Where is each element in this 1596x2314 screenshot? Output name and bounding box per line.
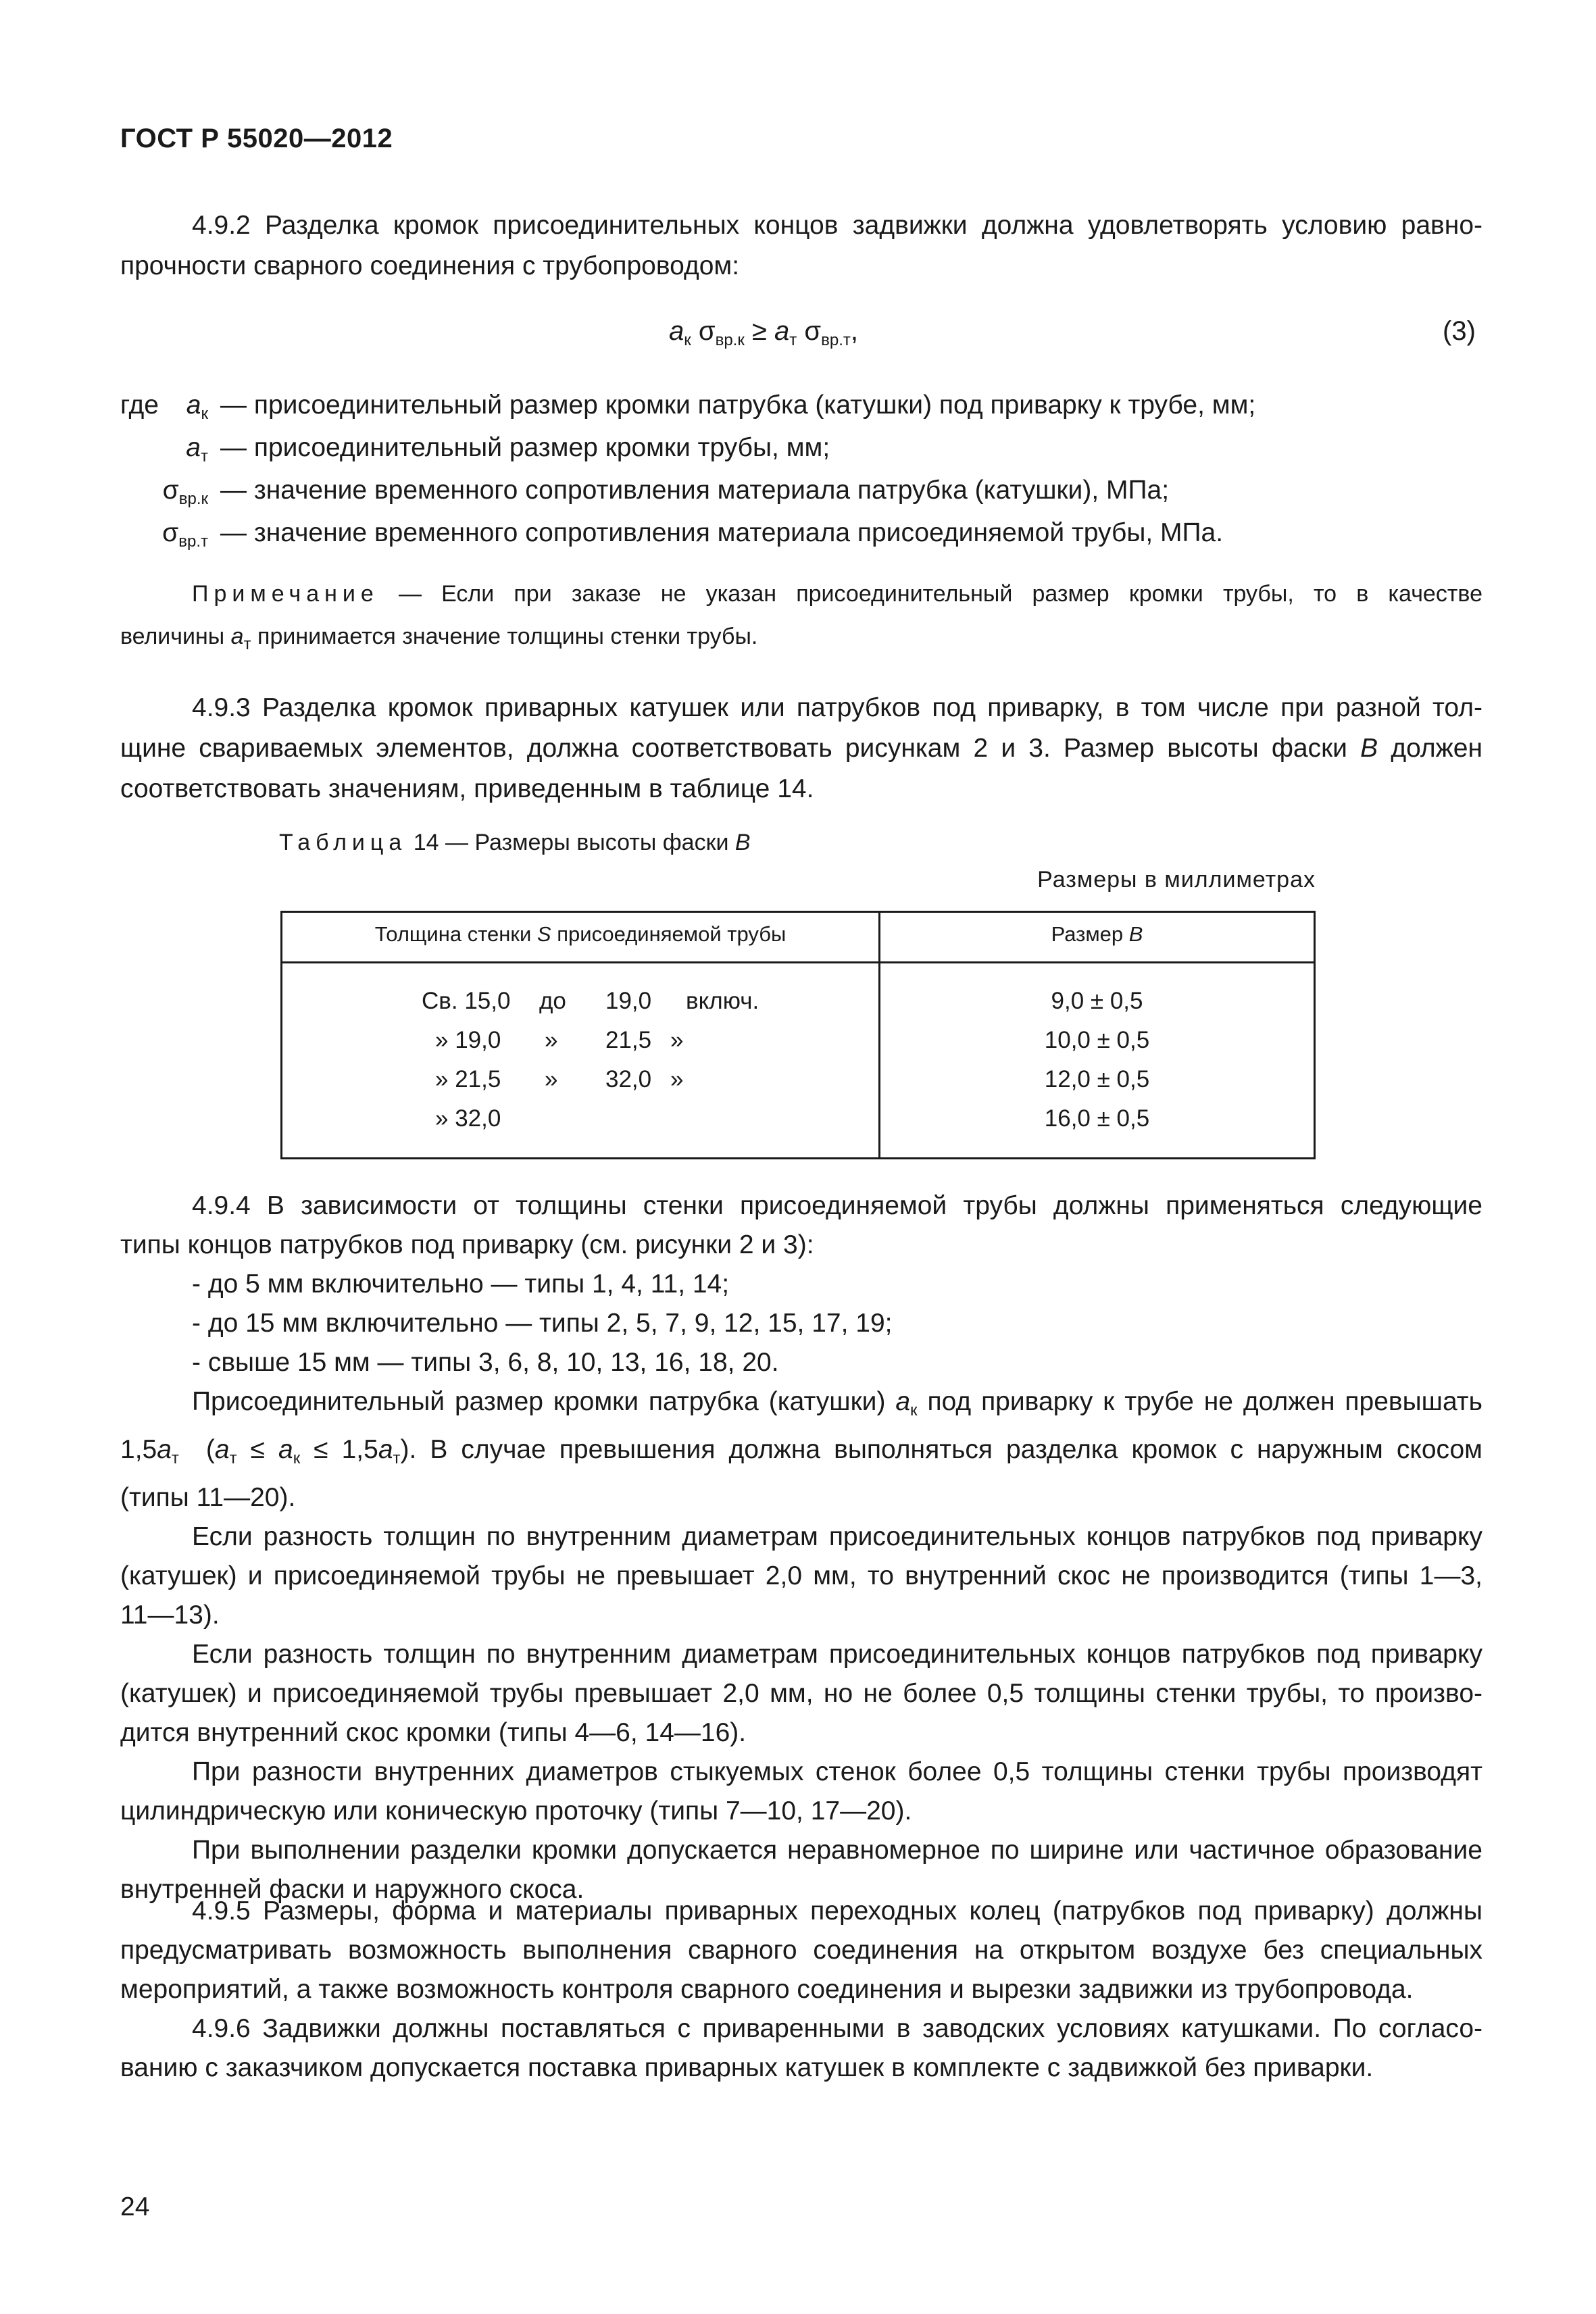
where-word: где	[120, 391, 159, 420]
paragraph-line: соответствовать значениям, приведенным в таблице 14.	[120, 774, 814, 803]
table-cell-value: 9,0 ± 0,5	[1051, 988, 1143, 1014]
column-header-thickness	[282, 922, 878, 947]
var-B: B	[1360, 734, 1378, 763]
sigma-symbol: σ	[804, 316, 822, 346]
note-block	[120, 573, 1482, 665]
subscript: т	[201, 447, 208, 466]
table-cell: »	[670, 1027, 684, 1053]
subscript: т	[171, 1449, 179, 1467]
var-a: a	[214, 1435, 230, 1464]
paragraph-line: прочности сварного соединения с трубопроводом:	[120, 251, 740, 280]
column-header-size	[880, 922, 1314, 947]
definition-text: — присоединительный размер кромки патрубка (катушки) под приварку к трубе, мм;	[220, 391, 1256, 420]
paragraph-line: (катушек) и присоединяемой трубы не превышает 2,0 мм, то внутренний скос не производится (типы 1—3,	[120, 1561, 1482, 1590]
definition-symbol: σ	[162, 518, 179, 547]
subscript: к	[684, 331, 691, 349]
subscript: т	[229, 1449, 237, 1467]
header-divider	[282, 961, 1314, 963]
paragraph-text: Присоединительный размер кромки патрубка (катушки)	[192, 1387, 896, 1416]
paragraph-line	[120, 1430, 1482, 1478]
table-cell: » 19,0	[435, 1027, 501, 1053]
var-S: S	[537, 922, 551, 946]
paragraph-4-9-5	[120, 1892, 1482, 2009]
sigma-symbol: σ	[698, 316, 716, 346]
var-a: a	[278, 1435, 293, 1464]
paragraph-line: При разности внутренних диаметров стыкуемых стенок более 0,5 толщины стенки трубы производят	[192, 1757, 1482, 1786]
note-label: Примечание	[192, 581, 379, 607]
var-a: a	[669, 316, 684, 346]
definition-symbol: a	[186, 433, 201, 462]
subscript: вр.к	[178, 490, 208, 508]
table-caption	[279, 830, 751, 856]
paragraph-line: 4.9.2 Разделка кромок присоединительных концов задвижки должна удовлетворять условию равно-	[192, 211, 1482, 240]
table-cell-value: 10,0 ± 0,5	[1044, 1027, 1150, 1053]
caption-text: 14 — Размеры высоты фаски	[407, 830, 735, 855]
paragraph-text: 1,5	[120, 1435, 157, 1464]
subscript: вр.т	[821, 331, 851, 349]
paragraph-4-9-3	[120, 688, 1482, 809]
table-cell-value: 16,0 ± 0,5	[1044, 1105, 1150, 1132]
table-cell: до	[539, 988, 566, 1014]
paragraph-line: 4.9.4 В зависимости от толщины стенки присоединяемой трубы должны применяться следующие	[192, 1191, 1482, 1220]
table-cell: 19,0	[605, 988, 652, 1014]
table-cell: »	[545, 1066, 558, 1092]
table-cell: »	[670, 1066, 684, 1092]
paragraph-text: должен	[1378, 734, 1482, 763]
paragraph-line: При выполнении разделки кромки допускается неравномерное по ширине или частичное образование	[192, 1836, 1482, 1865]
paragraph-line	[120, 728, 1482, 769]
subscript: т	[789, 331, 797, 349]
paragraph-text: ≤	[236, 1435, 278, 1464]
table-cell: Св. 15,0	[422, 988, 511, 1014]
table-cell: включ.	[686, 988, 759, 1014]
header-text: присоединяемой трубы	[551, 922, 787, 946]
note-text: — Если при заказе не указан присоединительный размер кромки трубы, то в качестве	[378, 581, 1482, 607]
paragraph-line: Если разность толщин по внутренним диаметрам присоединительных концов патрубков под приварку	[192, 1522, 1482, 1551]
paragraph-line: (катушек) и присоединяемой трубы превышает 2,0 мм, но не более 0,5 толщины стенки трубы, то произво-	[120, 1679, 1482, 1708]
paragraph-text: ≤ 1,5	[300, 1435, 378, 1464]
list-item: - свыше 15 мм — типы 3, 6, 8, 10, 13, 16, 18, 20.	[192, 1348, 779, 1377]
var-a: a	[378, 1435, 393, 1464]
table-cell: 32,0	[605, 1066, 652, 1092]
header-text: Толщина стенки	[374, 922, 537, 946]
subscript: к	[910, 1401, 918, 1419]
paragraph-line	[120, 1382, 1482, 1430]
note-line	[120, 624, 758, 653]
paragraph-4-9-6	[120, 2009, 1482, 2088]
paragraph-line: 4.9.6 Задвижки должны поставляться с приваренными в заводских условиях катушками. По согласо-	[192, 2014, 1482, 2043]
var-a: a	[230, 624, 244, 649]
paragraph-line: (типы 11—20).	[120, 1483, 296, 1512]
table-units: Размеры в миллиметрах	[1037, 867, 1316, 892]
table-14	[280, 911, 1316, 1159]
paragraph-4-9-4	[120, 1186, 1482, 1909]
table-cell: 21,5	[605, 1027, 652, 1053]
paragraph-line: внутренней фаски и наружного скоса.	[120, 1875, 584, 1904]
geq-symbol: ≥	[751, 316, 767, 346]
var-a: a	[157, 1435, 172, 1464]
paragraph-line: 4.9.5 Размеры, форма и материалы приварных переходных колец (патрубков под приварку) должны	[192, 1896, 1482, 1926]
var-B: B	[734, 830, 751, 855]
subscript: к	[293, 1449, 301, 1467]
comma: ,	[850, 316, 858, 346]
table-cell: »	[545, 1027, 558, 1053]
paragraph-text: щине свариваемых элементов, должна соответствовать рисункам 2 и 3. Размер высоты фаски	[120, 734, 1361, 763]
paragraph-line: типы концов патрубков под приварку (см. рисунки 2 и 3):	[120, 1230, 814, 1259]
subscript: т	[243, 635, 251, 653]
var-B: B	[1128, 922, 1143, 946]
table-cell-value: 12,0 ± 0,5	[1044, 1066, 1150, 1092]
definition-text: — значение временного сопротивления материала патрубка (катушки), МПа;	[220, 476, 1170, 505]
var-a: a	[774, 316, 790, 346]
paragraph-text: под приварку к трубе не должен превышать	[917, 1387, 1482, 1416]
table-cell: » 21,5	[435, 1066, 501, 1092]
paragraph-line: ванию с заказчиком допускается поставка приварных катушек в комплекте с задвижкой без приварки.	[120, 2053, 1374, 2082]
definition-symbol: a	[186, 391, 201, 420]
paragraph-line: 11—13).	[120, 1601, 220, 1630]
paragraph-line: 4.9.3 Разделка кромок приварных катушек или патрубков под приварку, в том числе при разной тол-	[192, 693, 1482, 722]
note-line	[120, 573, 1482, 615]
definition-text: — значение временного сопротивления материала присоединяемой трубы, МПа.	[220, 518, 1224, 547]
subscript: к	[201, 405, 208, 423]
paragraph-line: Если разность толщин по внутренним диаметрам присоединительных концов патрубков под приварку	[192, 1640, 1482, 1669]
paragraph-text: ). В случае превышения должна выполняться разделка кромок с наружным скосом	[400, 1435, 1482, 1464]
subscript: т	[393, 1449, 401, 1467]
var-a: a	[895, 1387, 911, 1416]
header-text: Размер	[1051, 922, 1129, 946]
page-number: 24	[120, 2192, 150, 2221]
document-header: ГОСТ Р 55020—2012	[120, 124, 393, 153]
paragraph-line: дится внутренний скос кромки (типы 4—6, 14—16).	[120, 1718, 747, 1747]
note-text: принимается значение толщины стенки трубы.	[251, 624, 758, 649]
subscript: вр.т	[178, 532, 208, 551]
paragraph-text: (	[178, 1435, 215, 1464]
paragraph-line: цилиндрическую или коническую проточку (типы 7—10, 17—20).	[120, 1796, 912, 1826]
formula-number: (3)	[1443, 316, 1476, 346]
subscript: вр.к	[715, 331, 745, 349]
paragraph-line: мероприятий, а также возможность контроля сварного соединения и вырезки задвижки из трубопровода.	[120, 1975, 1414, 2004]
list-item: - до 5 мм включительно — типы 1, 4, 11, 14;	[192, 1269, 730, 1299]
list-item: - до 15 мм включительно — типы 2, 5, 7, 9, 12, 15, 17, 19;	[192, 1309, 893, 1338]
caption-label: Таблица	[279, 830, 407, 855]
paragraph-4-9-2	[120, 205, 1482, 286]
paragraph-line: предусматривать возможность выполнения сварного соединения на открытом воздухе без специальных	[120, 1936, 1482, 1965]
formula-expression	[669, 316, 858, 350]
definition-text: — присоединительный размер кромки трубы, мм;	[220, 433, 830, 462]
definition-symbol: σ	[162, 476, 179, 505]
table-cell: » 32,0	[435, 1105, 501, 1132]
note-text: величины	[120, 624, 231, 649]
